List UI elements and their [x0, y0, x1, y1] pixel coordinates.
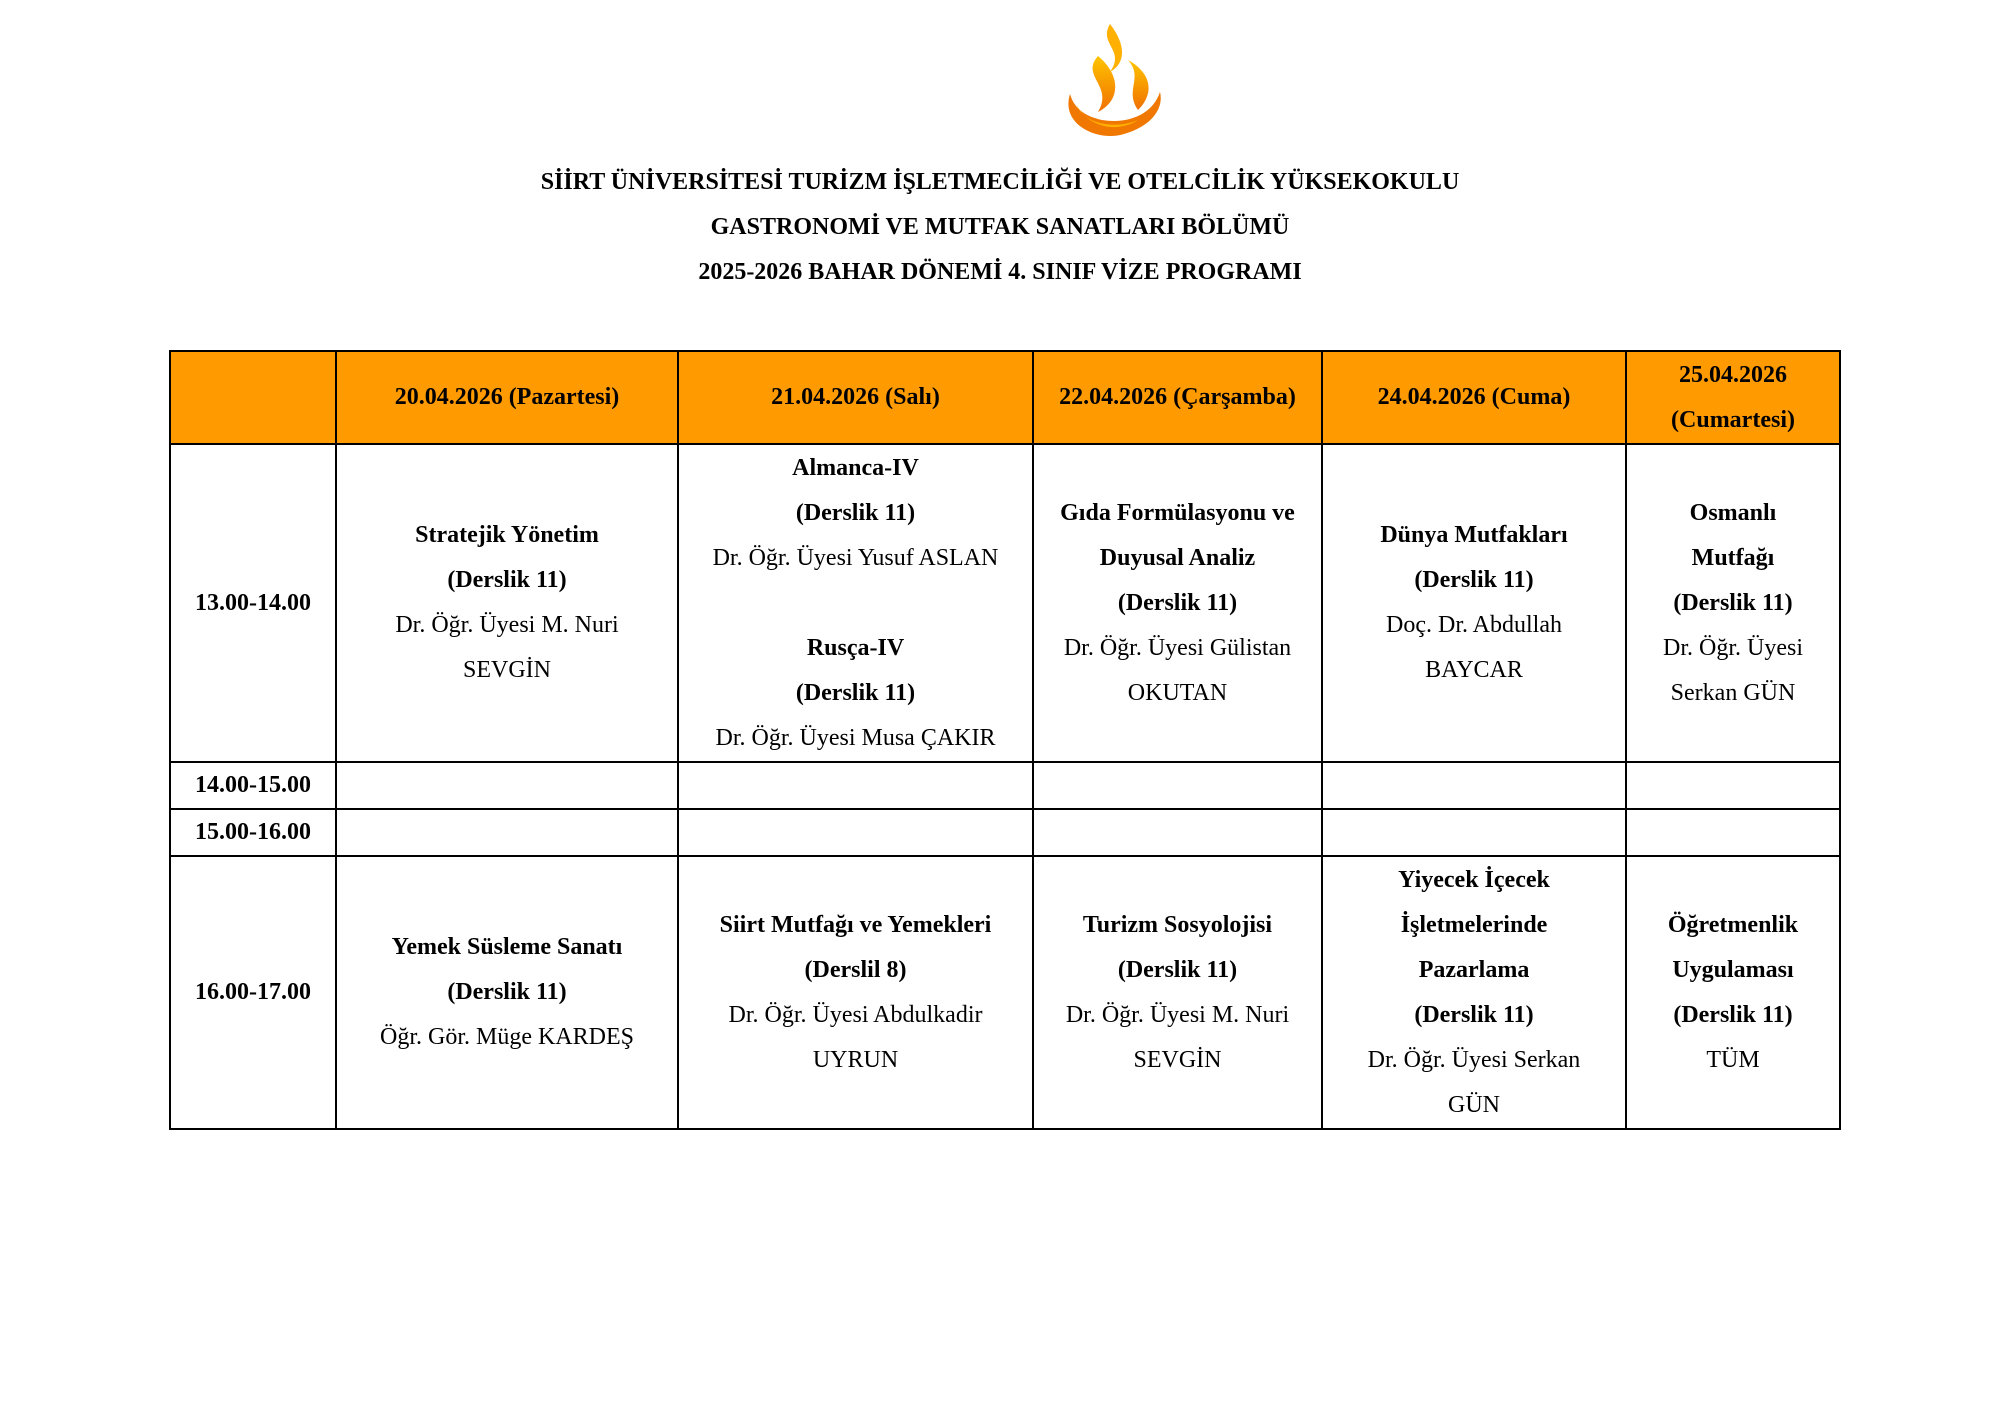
instructor: Dr. Öğr. Üyesi M. Nuri: [1065, 1001, 1290, 1028]
instructor: GÜN: [1448, 1091, 1500, 1118]
course-name: Almanca-IV: [792, 454, 919, 481]
room: (Derslik 11): [1117, 589, 1238, 616]
empty-cell: [1626, 809, 1840, 856]
header-day-text: (Cumartesi): [1671, 406, 1795, 433]
spacer: [685, 581, 1026, 626]
room: (Derslik 11): [447, 567, 567, 593]
header-cell-date: 24.04.2026 (Cuma): [1322, 351, 1626, 444]
header-cell-date: [1626, 351, 1840, 444]
empty-cell: [1322, 809, 1626, 856]
exam-cell: [336, 856, 678, 1129]
room: (Derslik 11): [1673, 589, 1793, 616]
table-row: [170, 444, 1840, 762]
header-cell-date: 21.04.2026 (Salı): [678, 351, 1033, 444]
time-slot-cell: 13.00-14.00: [170, 444, 336, 762]
table-row: [170, 762, 1840, 809]
course-name: Mutfağı: [1691, 544, 1775, 571]
instructor: Dr. Öğr. Üyesi Yusuf ASLAN: [712, 544, 999, 571]
document-header: [0, 160, 2000, 295]
instructor: UYRUN: [812, 1046, 899, 1073]
exam-cell: [336, 444, 678, 762]
header-cell-date: 20.04.2026 (Pazartesi): [336, 351, 678, 444]
instructor: SEVGİN: [463, 657, 551, 683]
room: (Derslik 11): [795, 679, 916, 706]
course-name: Pazarlama: [1418, 956, 1530, 983]
instructor: Dr. Öğr. Üyesi Serkan: [1367, 1046, 1581, 1073]
instructor: SEVGİN: [1133, 1046, 1222, 1073]
exam-cell: [678, 856, 1033, 1129]
course-name: Gıda Formülasyonu ve: [1060, 499, 1295, 526]
instructor: OKUTAN: [1127, 679, 1228, 706]
instructor: BAYCAR: [1425, 657, 1523, 683]
empty-cell: [336, 809, 678, 856]
room: (Derslik 11): [447, 979, 567, 1005]
room: (Derslik 11): [795, 499, 916, 526]
course-name: Öğretmenlik: [1667, 911, 1799, 938]
time-slot-cell: 14.00-15.00: [170, 762, 336, 809]
instructor: Dr. Öğr. Üyesi M. Nuri: [395, 612, 619, 638]
empty-cell: [678, 809, 1033, 856]
room: (Derslik 11): [1414, 1001, 1534, 1028]
instructor: Öğr. Gör. Müge KARDEŞ: [379, 1024, 634, 1050]
empty-cell: [336, 762, 678, 809]
exam-cell: [1033, 856, 1322, 1129]
course-name: Yemek Süsleme Sanatı: [391, 934, 623, 960]
exam-cell: [1322, 444, 1626, 762]
empty-cell: [1322, 762, 1626, 809]
course-name: Rusça-IV: [806, 634, 905, 661]
exam-cell: [1626, 444, 1840, 762]
room: (Derslik 11): [1414, 567, 1534, 593]
course-name: Duyusal Analiz: [1099, 544, 1256, 571]
university-title: SİİRT ÜNİVERSİTESİ TURİZM İŞLETMECİLİĞİ VE OTELCİLİK YÜKSEKOKULU: [540, 169, 1460, 195]
exam-cell: [1033, 444, 1322, 762]
header-cell-date: 22.04.2026 (Çarşamba): [1033, 351, 1322, 444]
instructor: Dr. Öğr. Üyesi Musa ÇAKIR: [715, 724, 996, 751]
table-row: [170, 809, 1840, 856]
time-slot-cell: 16.00-17.00: [170, 856, 336, 1129]
header-date-text: 25.04.2026: [1679, 361, 1787, 388]
program-title: 2025-2026 BAHAR DÖNEMİ 4. SINIF VİZE PROGRAMI: [698, 259, 1302, 285]
table-header-row: [170, 351, 1840, 444]
instructor: Doç. Dr. Abdullah: [1386, 612, 1562, 638]
instructor: TÜM: [1706, 1046, 1760, 1073]
table-row: [170, 856, 1840, 1129]
room: (Derslik 11): [1117, 956, 1238, 983]
exam-cell: [1322, 856, 1626, 1129]
flame-logo-icon: [1040, 16, 1180, 154]
time-slot-cell: 15.00-16.00: [170, 809, 336, 856]
course-name: Osmanlı: [1689, 499, 1777, 526]
empty-cell: [678, 762, 1033, 809]
course-name: İşletmelerinde: [1400, 911, 1548, 938]
exam-cell: [678, 444, 1033, 762]
header-cell-time: [170, 351, 336, 444]
exam-cell: [1626, 856, 1840, 1129]
instructor: Dr. Öğr. Üyesi Abdulkadir: [728, 1001, 983, 1028]
department-title: GASTRONOMİ VE MUTFAK SANATLARI BÖLÜMÜ: [710, 214, 1290, 240]
course-name: Siirt Mutfağı ve Yemekleri: [719, 911, 992, 938]
course-name: Uygulaması: [1672, 956, 1794, 983]
room: (Derslil 8): [804, 956, 907, 983]
room: (Derslik 11): [1673, 1001, 1793, 1028]
course-name: Yiyecek İçecek: [1398, 866, 1550, 893]
empty-cell: [1033, 762, 1322, 809]
empty-cell: [1626, 762, 1840, 809]
instructor: Dr. Öğr. Üyesi Gülistan: [1063, 634, 1292, 661]
course-name: Stratejik Yönetim: [415, 522, 599, 548]
instructor: Dr. Öğr. Üyesi: [1663, 634, 1803, 661]
exam-schedule-table: [169, 350, 1841, 1130]
empty-cell: [1033, 809, 1322, 856]
course-name: Turizm Sosyolojisi: [1082, 911, 1273, 938]
course-name: Dünya Mutfakları: [1380, 522, 1568, 548]
instructor: Serkan GÜN: [1670, 679, 1796, 706]
